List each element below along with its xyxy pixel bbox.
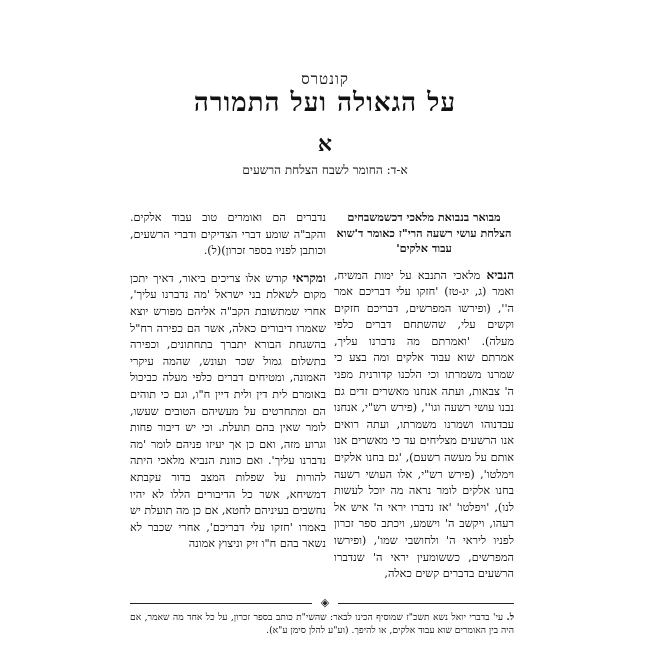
- section-summary: א-ד: החומר לשבח הצלחת הרשעים: [242, 163, 408, 177]
- heading-line-2: הצלחת עושי רשעה הרי"ז כאומר ד'שוא: [336, 225, 512, 240]
- right-column-paragraph: [334, 267, 514, 583]
- paragraph-body: מלאכי התנבא על ימות המשיח, ואמר (ג, יג-טז) 'חזקו עלי דבריכם אמר ה'', (ופירשו המפרשים, דבריכם חזקים וקשים עלי, שהשתחם דברים כלפי מעלה). 'ואמרתם מה נדברנו עליך, אמרתם שוא עבוד אלקים ומה בצע כי שמרנו משמרתו וכי הלכנו קדורנית מפני ה' צבאות, ועתה אנחנו מאשרים זדים גם נבנו עושי רשעה וגו'', (פירש רש"י, אנחנו עבדנוהו ושמרנו משמרתו, ועתה רואים אנו הרשעים מצליחים עד כי מאשרים אנו אותם על מעשה רשעם), 'גם בחנו אלקים וימלטו', (פירש רש"י, אלו העושי רשעה בחנו אלקים לומר נראה מה יוכל לעשות לנו), 'ויפלטו' 'אז נדברו יראי ה' איש אל רעהו, ויקשב ה' וישמע, ויכתב ספר זכרון לפניו ליראי ה' ולחושבי שמו', (ופירשו המפרשים, כששומעין יראי ה' שנדברו הרשעים בדברים קשים כאלה,: [334, 268, 514, 581]
- left-column-intro: נדברים הם ואומרים טוב עבוד אלקים. והקב"ה שומע דברי הצדיקים ודברי הרשעים, וכותבן לפניו בספר זכרון)(ל).: [130, 211, 326, 258]
- paragraph-body: קודש אלו צריכים ביאור, דאיך יתכן מקום לשאלת בני ישראל 'מה נדברנו עליך', אחרי שמתשובת הקב"ה אליהם מפורש יוצא שאמרו דיבורים כאלה, אשר הם כפירה רח"ל בהשגחת הבורא יתברך בתחתונים, וכפירה בתשלום גמול שכר ועונש, שהמה עיקרי האמונה, ומטיחים דברים כלפי מעלה כביכול באומרם לית דין ולית דיין ח"ו, וגם כי תוהים הם ומתחרטים על מעשיהם הטובים שעשו, לומר שאין בהם תועלת. וכי יש דיבור פחות וגרוע מזה, ואם כן אך יעיזו פניהם לומר 'מה נדברנו עליך'. ואם כוונת הנביא מלאכי היתה להורות על שפלות המצב בדור עקבתא דמשיחא, אשר כל הדיבורים הללו לא יהיו נחשבים בעיניהם לחטא, אם כן מה תועלת יש באמרו 'חזקו עלי דבריכם', אחרי שכבר לא נשאר בהם ח"ו זיק וניצוץ אמונה: [130, 271, 326, 551]
- footnote-mark: ל.: [506, 612, 514, 623]
- left-column-paragraph: [130, 270, 326, 553]
- left-column: [130, 210, 326, 563]
- booklet-kicker: קונטרס: [301, 70, 349, 88]
- column-divider: [330, 212, 331, 582]
- footnote-text: עי' בדברי יואל נשא תשכ"ז שמוסיף הכינו לבאר: שהשי"ת כותב בספר זכרון, על כל אחד מה שאמר, אם היה בין האומרים שוא עבוד אלקים, או להיפך. (וע"ע להלן סימן ע"א).: [130, 612, 514, 636]
- ornament-icon: ◈: [312, 596, 338, 610]
- paragraph-lead-word: ומקראי: [292, 270, 326, 285]
- page-title: על הגאולה ועל התמורה: [193, 88, 457, 118]
- heading-line-1: מבואר בנבואת מלאכי דכשמשבחים: [347, 210, 501, 224]
- section-letter: א: [317, 131, 333, 157]
- heading-line-3: עבוד אלקים': [396, 241, 452, 255]
- paragraph-lead-word: הנביא: [486, 267, 514, 282]
- footnote: [130, 611, 514, 637]
- right-column: [334, 210, 514, 593]
- right-column-heading: [334, 210, 514, 257]
